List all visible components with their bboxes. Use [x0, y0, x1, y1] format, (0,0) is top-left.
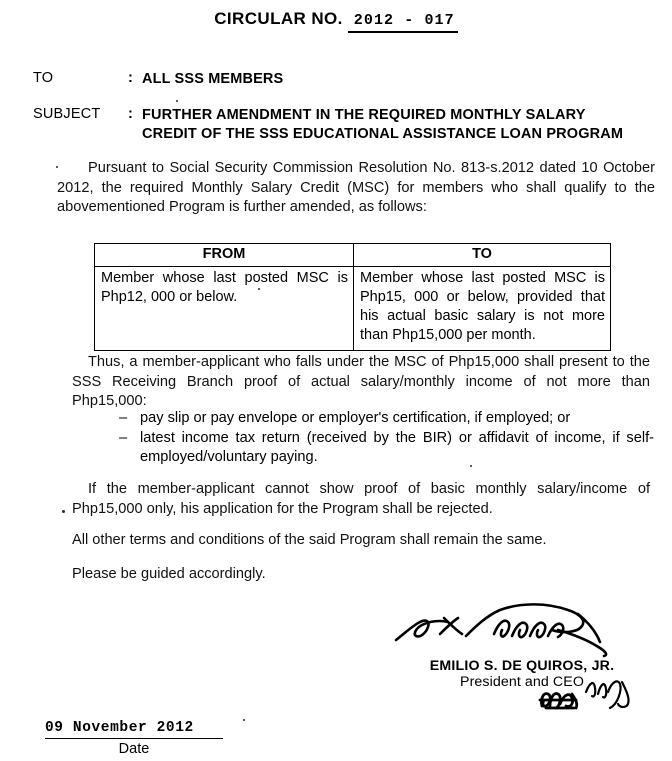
msc-comparison-table: [94, 243, 611, 351]
list-item: [119, 409, 654, 429]
list-item-label: pay slip or pay envelope or employer's certification, if employed; or: [140, 410, 571, 426]
dash-bullet-icon: –: [119, 429, 128, 446]
signature-block: [382, 600, 662, 690]
signatory-title-label: President and CEO: [460, 674, 584, 690]
to-value: ALL SSS MEMBERS: [142, 71, 284, 87]
scan-speck: [176, 100, 178, 102]
table-header-row: [95, 244, 611, 267]
scan-speck: [243, 719, 245, 721]
table-cell-from: Member whose last posted MSC is Php12, 000 or below.: [95, 267, 354, 351]
date-value: 09 November 2012: [45, 720, 223, 739]
date-block: [45, 720, 265, 757]
paragraph-pursuant: Pursuant to Social Security Commission Resolution No. 813-s.2012 dated 10 October 2012, the required Monthly Salary Credit (MSC) for members who shall qualify to the abovementioned Program is further amended, as follows:: [57, 160, 655, 215]
signature-initials-icon: [530, 686, 590, 712]
subject-value: [142, 106, 642, 144]
table-cell-to: Member whose last posted MSC is Php15, 000 or below, provided that his actual basic salary is not more than Php15,000 per month.: [354, 267, 611, 351]
scan-speck: [470, 465, 472, 467]
table-header-from: FROM: [95, 244, 354, 267]
table-row: [95, 267, 611, 351]
subject-label: SUBJECT: [33, 106, 101, 122]
scan-speck: [56, 166, 58, 168]
circular-number: 2012 - 017: [348, 12, 458, 33]
paragraph-thus: Thus, a member-applicant who falls under the MSC of Php15,000 shall present to the SSS Receiving Branch proof of actual salary/monthly income of not more than Php15,000:: [72, 354, 650, 409]
paragraph-rejection: If the member-applicant cannot show proof of basic monthly salary/income of Php15,000 only, his application for the Program shall be rejected.: [72, 481, 650, 517]
to-label: TO: [33, 70, 54, 86]
scan-speck: [258, 288, 260, 290]
subject-line-1: FURTHER AMENDMENT IN THE REQUIRED MONTHLY SALARY: [142, 107, 586, 123]
signatory-name: EMILIO S. DE QUIROS, JR.: [429, 658, 615, 674]
paragraph-guidance: Please be guided accordingly.: [72, 566, 266, 582]
subject-line-2: CREDIT OF THE SSS EDUCATIONAL ASSISTANCE LOAN PROGRAM: [142, 126, 624, 142]
proof-requirements-list: [119, 409, 654, 468]
scan-speck: [62, 510, 65, 513]
list-item-label: latest income tax return (received by the BIR) or affidavit of income, if self-employed/voluntary paying.: [140, 429, 654, 465]
table-header-to: TO: [354, 244, 611, 267]
circular-title-label: CIRCULAR NO.: [214, 9, 343, 28]
document-title: [0, 9, 672, 29]
dash-bullet-icon: –: [119, 410, 128, 426]
signatory-title: [382, 674, 662, 690]
list-item: [119, 429, 654, 468]
date-label: Date: [118, 741, 150, 757]
handwritten-signature-icon: [382, 600, 662, 658]
subject-colon: :: [128, 106, 133, 122]
to-colon: :: [128, 70, 133, 86]
paragraph-other-terms: All other terms and conditions of the said Program shall remain the same.: [72, 532, 547, 548]
